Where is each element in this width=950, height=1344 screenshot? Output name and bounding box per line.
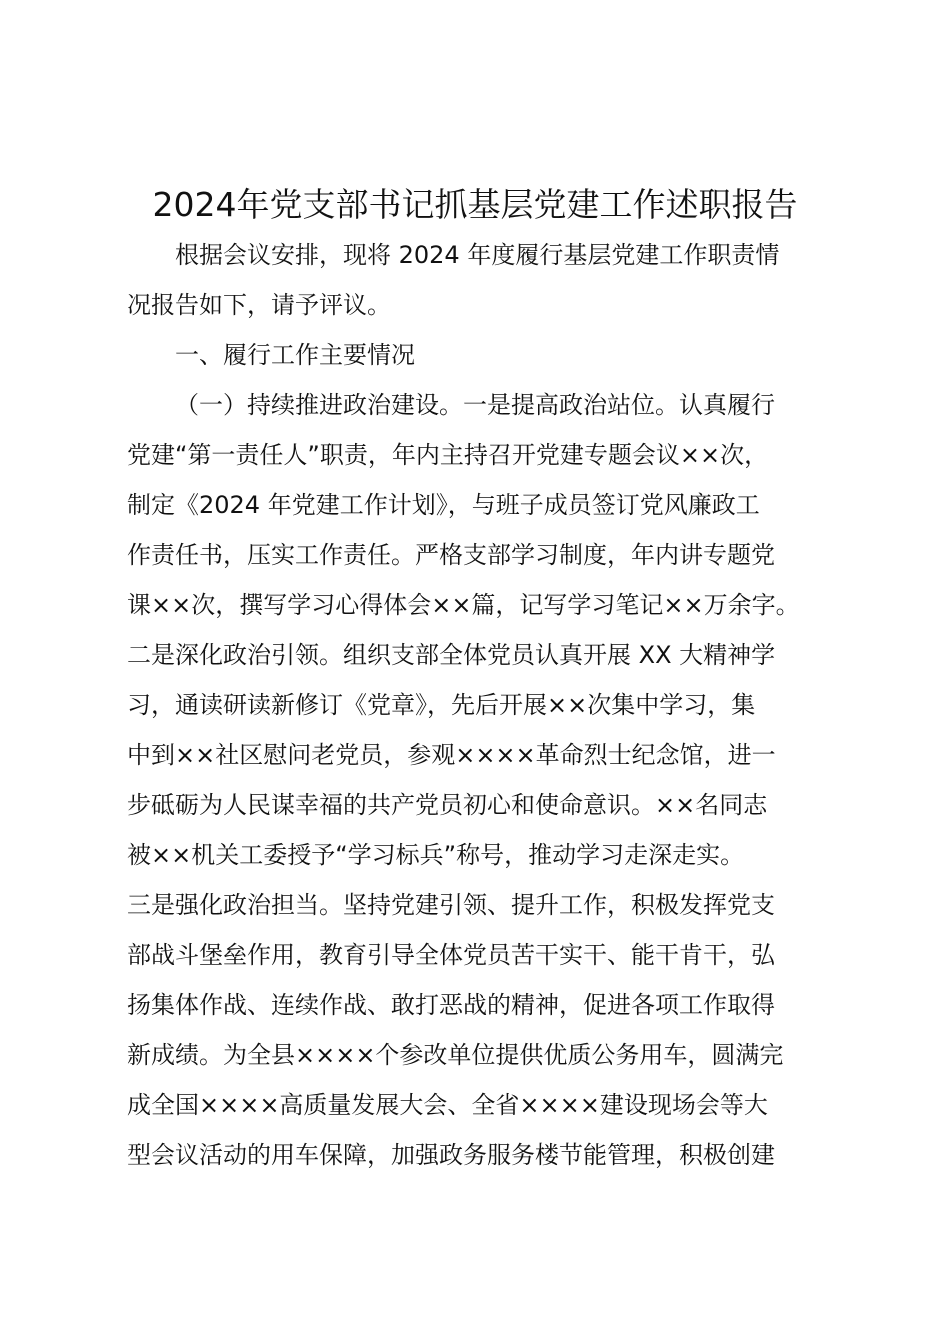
paragraph-line: 课××次，撰写学习心得体会××篇，记写学习笔记××万余字。 bbox=[127, 591, 800, 619]
paragraph-line: 扬集体作战、连续作战、敢打恶战的精神，促进各项工作取得 bbox=[127, 991, 775, 1019]
paragraph-line: 成全国××××高质量发展大会、全省××××建设现场会等大 bbox=[127, 1091, 768, 1119]
paragraph-line: 二是深化政治引领。组织支部全体党员认真开展 XX 大精神学 bbox=[127, 641, 776, 669]
paragraph-line: 三是强化政治担当。坚持党建引领、提升工作，积极发挥党支 bbox=[127, 891, 775, 919]
paragraph-line: 况报告如下，请予评议。 bbox=[127, 291, 391, 319]
document-title: 2024年党支部书记抓基层党建工作述职报告 bbox=[152, 185, 798, 224]
paragraph-line: 型会议活动的用车保障，加强政务服务楼节能管理，积极创建 bbox=[127, 1141, 775, 1169]
paragraph-line: 新成绩。为全县××××个参改单位提供优质公务用车，圆满完 bbox=[127, 1041, 784, 1069]
paragraph-line: （一）持续推进政治建设。一是提高政治站位。认真履行 bbox=[175, 391, 775, 419]
section-heading: 一、履行工作主要情况 bbox=[175, 341, 415, 369]
paragraph-line: 根据会议安排，现将 2024 年度履行基层党建工作职责情 bbox=[175, 241, 780, 269]
paragraph-line: 中到××社区慰问老党员，参观××××革命烈士纪念馆，进一 bbox=[127, 741, 776, 769]
paragraph-line: 步砥砺为人民谋幸福的共产党员初心和使命意识。××名同志 bbox=[127, 791, 768, 819]
paragraph-line: 党建“第一责任人”职责，年内主持召开党建专题会议××次， bbox=[127, 441, 769, 469]
paragraph-line: 被××机关工委授予“学习标兵”称号，推动学习走深走实。 bbox=[127, 841, 745, 869]
paragraph-line: 部战斗堡垒作用，教育引导全体党员苦干实干、能干肯干，弘 bbox=[127, 941, 775, 969]
paragraph-line: 制定《2024 年党建工作计划》，与班子成员签订党风廉政工 bbox=[127, 491, 760, 519]
paragraph-line: 作责任书，压实工作责任。严格支部学习制度，年内讲专题党 bbox=[127, 541, 775, 569]
paragraph-line: 习，通读研读新修订《党章》，先后开展××次集中学习，集 bbox=[127, 691, 756, 719]
